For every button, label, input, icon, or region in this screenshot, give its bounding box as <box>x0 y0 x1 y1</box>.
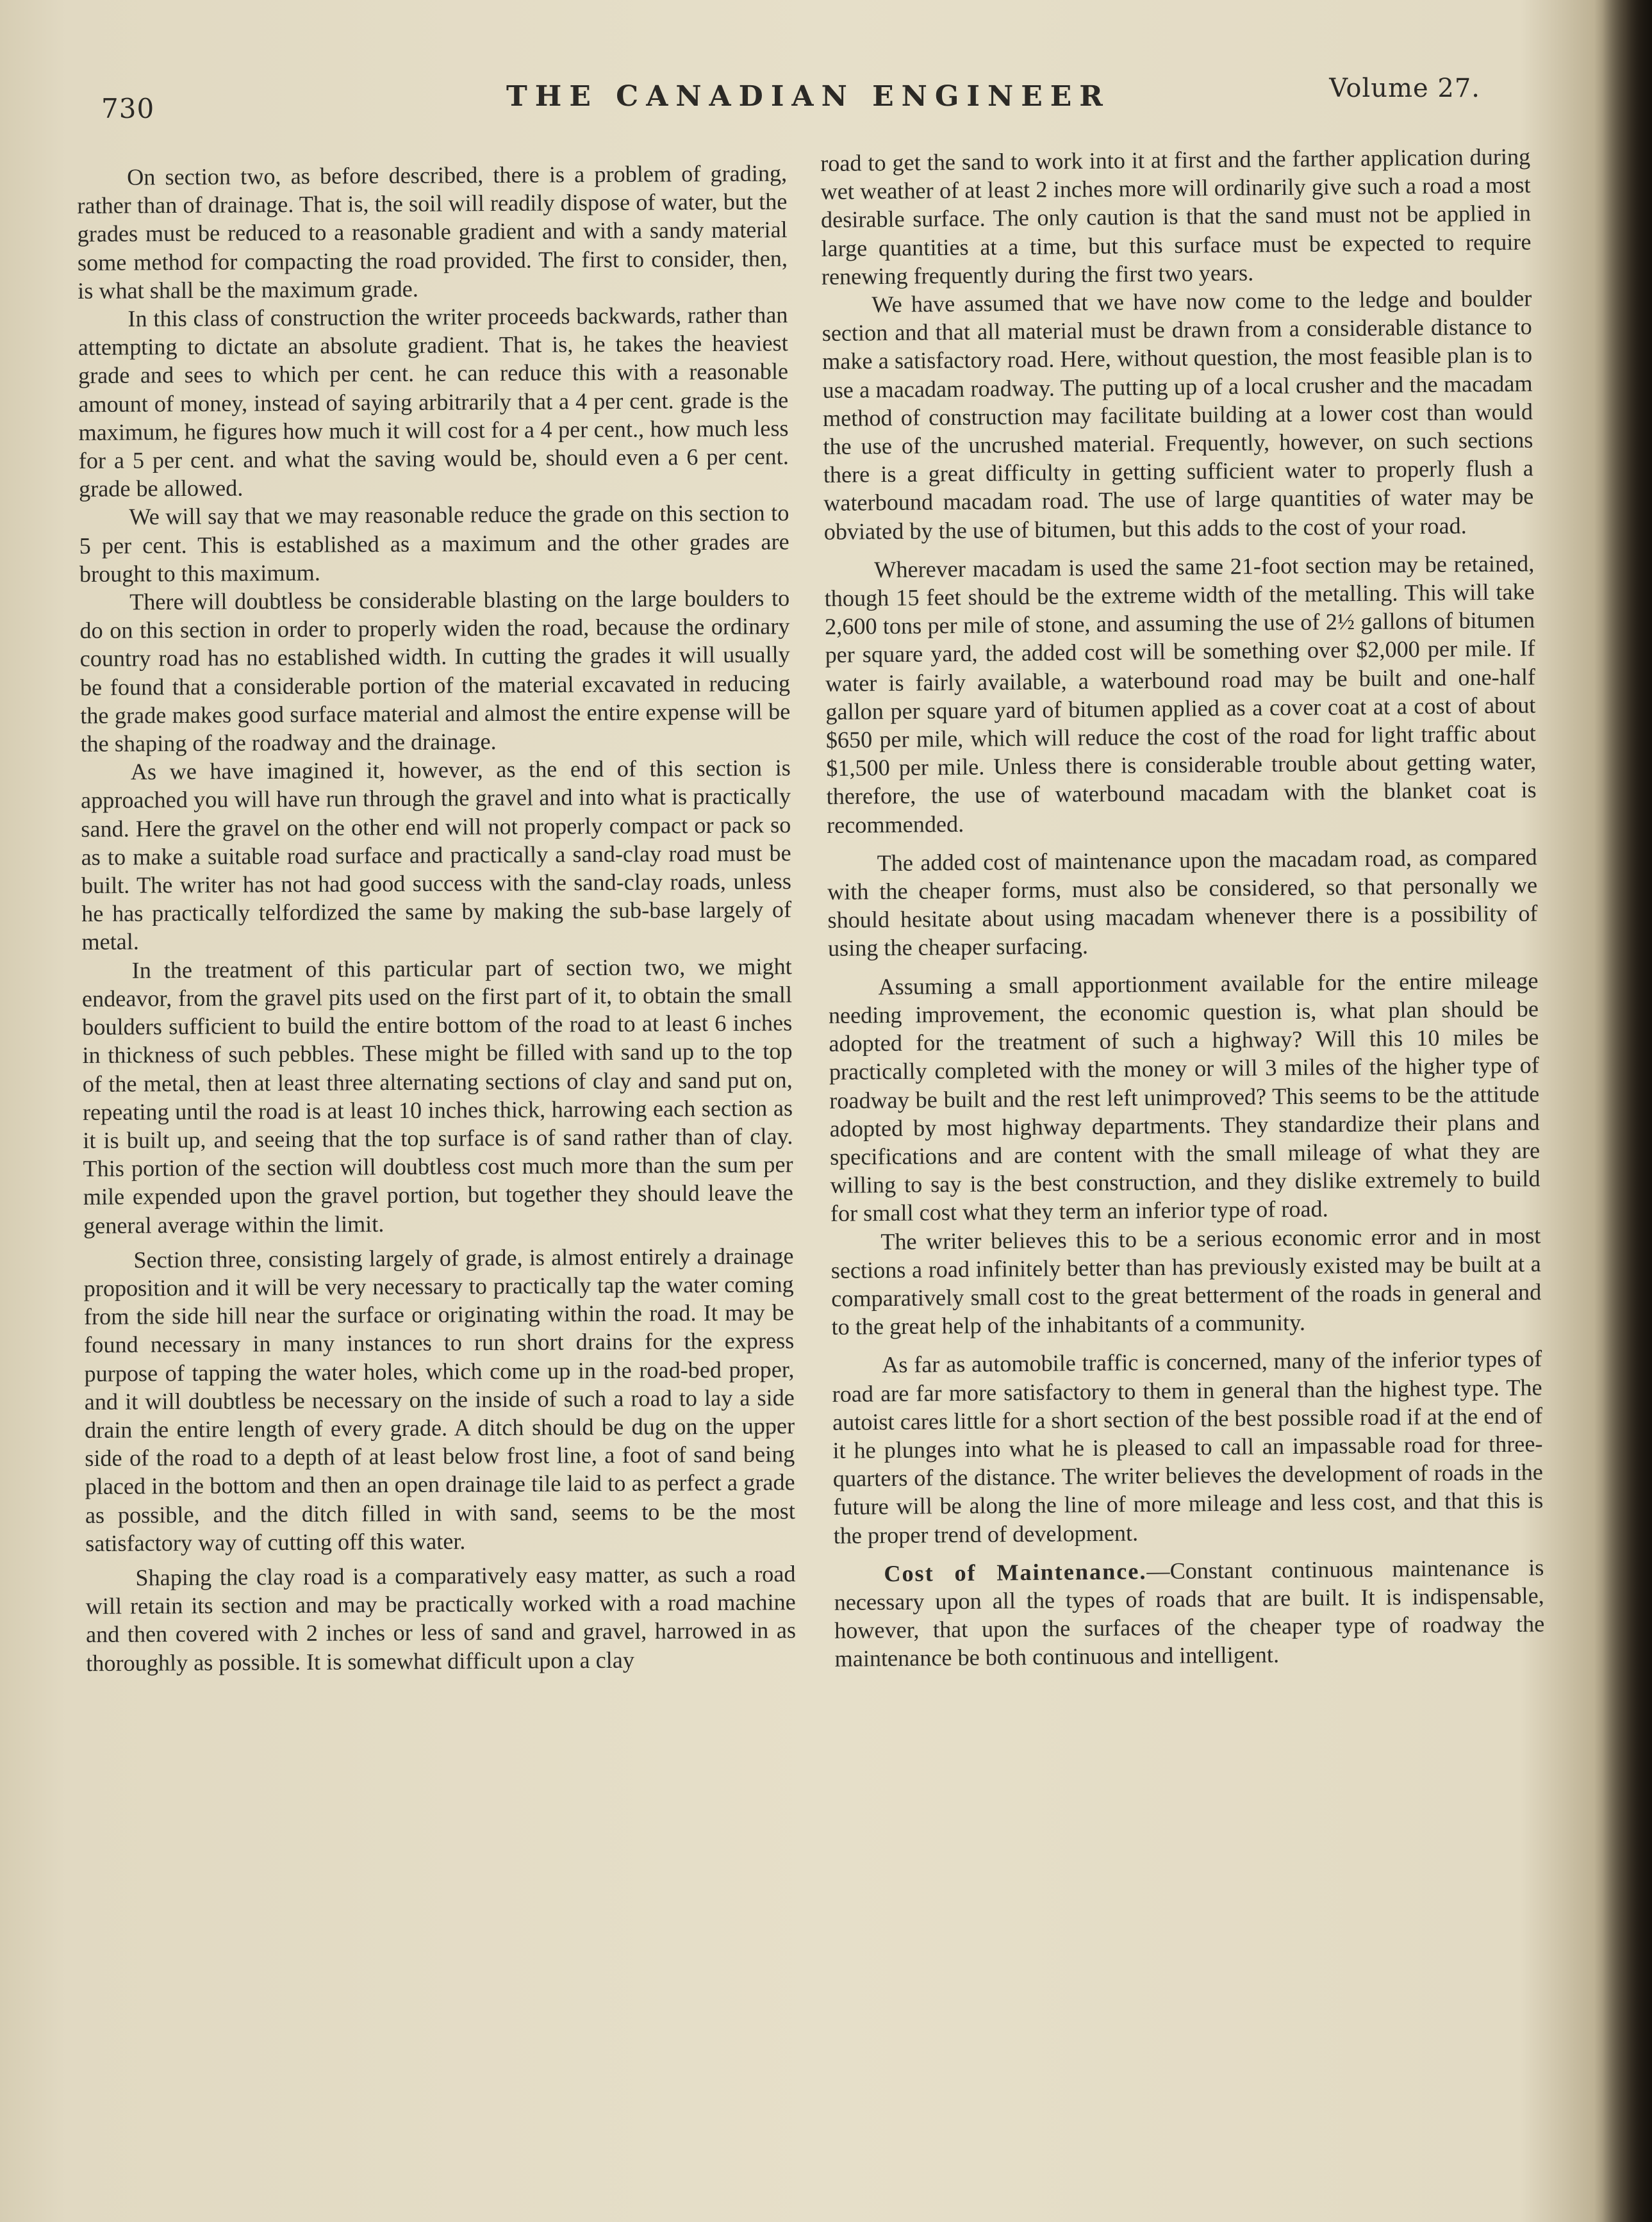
paragraph: On section two, as before described, there is a problem of grading, rather than of drainage. That is, the soil will readily dispose of water, but the grades must be reduced to a reasonable gradient and with a sandy material some method for compacting the road provided. The first to consider, then, is what shall be the maximum grade. <box>77 160 788 304</box>
paragraph: Section three, consisting largely of grade, is almost entirely a drainage proposition and it will be very necessary to practically tap the water coming from the side hill near the surface or originating within the road. It may be found necessary in many instances to run short drains for the express purpose of tapping the water holes, which come up in the road-bed proper, and it will doubtless be necessary on the inside of such a road to lay a side drain the entire length of every grade. A ditch should be dug on the upper side of the road to a depth of at least below frost line, a foot of sand being placed in the bottom and then an open drainage tile laid to as perfect a grade as possible, and the ditch filled in with sand, seems to be the most satisfactory way of cutting off this water. <box>83 1242 795 1556</box>
paragraph: road to get the sand to work into it at first and the farther application during wet weather of at least 2 inches more will ordinarily give such a road a most desirable surface. The only caution is that the sand must not be applied in large quantities at a time, but this surface must be expected to require renewing frequently during the first two years. <box>820 144 1532 290</box>
volume-label: Volume 27. <box>1329 74 1480 103</box>
paragraph-text: —Constant continuous maintenance is necessary upon all the types of roads that are built. It is indispensable, however, that upon the surfaces of the cheaper type of roadway the maintenance be both continuous and intelligent. <box>834 1554 1545 1672</box>
paragraph: The writer believes this to be a serious economic error and in most sections a road infinitely better than has previously existed may be built at a comparatively small cost to the great betterment of the roads in general and to the great help of the inhabitants of a community. <box>830 1222 1542 1340</box>
page-number: 730 <box>101 93 155 124</box>
paragraph: We have assumed that we have now come to the ledge and boulder section and that all material must be drawn from a considerable distance to make a satisfactory road. Here, without question, the most feasible plan is to use a macadam roadway. The putting up of a local crusher and the macadam method of construction may facilitate building at a lower cost than would the use of the uncrushed material. Frequently, however, on such sections there is a great difficulty in getting sufficient water to properly flush a waterbound macadam road. The use of large quantities of water may be obviated by the use of bitumen, but this adds to the cost of your road. <box>822 285 1534 545</box>
section-heading: Cost of Maintenance. <box>884 1558 1147 1586</box>
paragraph: In this class of construction the writer proceeds backwards, rather than attempting to dictate an absolute gradient. That is, he takes the heaviest grade and sees to which per cent. he can reduce this with a reasonable amount of money, instead of saying arbitrarily that a 4 per cent. grade is the maximum, he figures how much it will cost for a 4 per cent., how much less for a 5 per cent. and what the saving would be, should even a 6 per cent. grade be allowed. <box>78 302 789 502</box>
paragraph: The added cost of maintenance upon the macadam road, as compared with the cheaper forms, must also be considered, so that personally we should hesitate about using macadam whenever there is a possibility of using the cheaper surfacing. <box>827 844 1538 962</box>
paragraph: Shaping the clay road is a comparatively easy matter, as such a road will retain its section and may be practically worked with a road machine and then covered with 2 inches or less of sand and gravel, harrowed in as thoroughly as possible. It is somewhat difficult upon a clay <box>85 1561 797 1676</box>
paragraph: Assuming a small apportionment available for the entire mileage needing improvement, the economic question is, what plan should be adopted for the treatment of such a highway? Will this 10 miles be practically completed with the money or will 3 miles of the higher type of roadway be built and the rest left unimproved? This seems to be the attitude adopted by most highway departments. They standardize their plans and specifications and are content with the small mileage of what they are willing to say is the best construction, and they dislike extremely to build for small cost what they term an inferior type of road. <box>828 967 1540 1227</box>
paragraph: There will doubtless be considerable blasting on the large boulders to do on this section in order to properly widen the road, because the ordinary country road has no established width. In cutting the grades it will usually be found that a considerable portion of the material excavated in reducing the grade makes good surface material and almost the entire expense will be the shaping of the roadway and the drainage. <box>79 585 791 757</box>
journal-title: THE CANADIAN ENGINEER <box>506 80 1111 113</box>
paragraph: As we have imagined it, however, as the end of this section is approached you will have run through the gravel and into what is practically sand. Here the gravel on the other end will not properly compact or pack so as to make a suitable road surface and practically a sand-clay road must be built. The writer has not had good success with the sand-clay roads, unless he has practically telfordized the same by making the sub-base largely of metal. <box>80 755 792 955</box>
right-column <box>820 142 1545 1673</box>
paragraph: In the treatment of this particular part of section two, we might endeavor, from the gravel pits used on the first part of it, to obtain the small boulders sufficient to build the entire bottom of the road to at least 6 inches in thickness of such pebbles. These might be filled with sand up to the top of the metal, then at least three alternating sections of clay and sand put on, repeating until the road is at least 10 inches thick, harrowing each section as it is built up, and seeing that the top surface is of sand rather than of clay. This portion of the section will doubtless cost much more than the sum per mile expended upon the gravel portion, but together they should leave the general average within the limit. <box>81 953 793 1239</box>
paragraph <box>834 1553 1545 1673</box>
page-header <box>90 74 1480 124</box>
binding-shadow <box>1594 0 1652 2222</box>
paragraph: We will say that we may reasonable reduce the grade on this section to 5 per cent. This is established as a maximum and the other grades are brought to this maximum. <box>79 500 789 587</box>
left-column <box>77 159 796 1677</box>
paragraph: As far as automobile traffic is concerned, many of the inferior types of road are far more satisfactory to them in general than the highest type. The autoist cares little for a short section of the best possible road if at the end of it he plunges into what he is pleased to call an impassable road for three-quarters of the distance. The writer believes the development of roads in the future will be along the line of more mileage and less cost, and that this is the proper trend of development. <box>832 1346 1544 1549</box>
paragraph: Wherever macadam is used the same 21-foot section may be retained, though 15 feet should be the extreme width of the metalling. This will take 2,600 tons per mile of stone, and assuming the use of 2½ gallons of bitumen per square yard, the added cost will be something over $2,000 per mile. If water is fairly available, a waterbound road may be built and one-half gallon per square yard of bitumen applied as a cover coat at a cost of about $650 per mile, which will reduce the cost of the road for light traffic about $1,500 per mile. Unless there is considerable trouble about getting water, therefore, the use of waterbound macadam with the blanket coat is recommended. <box>824 550 1537 838</box>
